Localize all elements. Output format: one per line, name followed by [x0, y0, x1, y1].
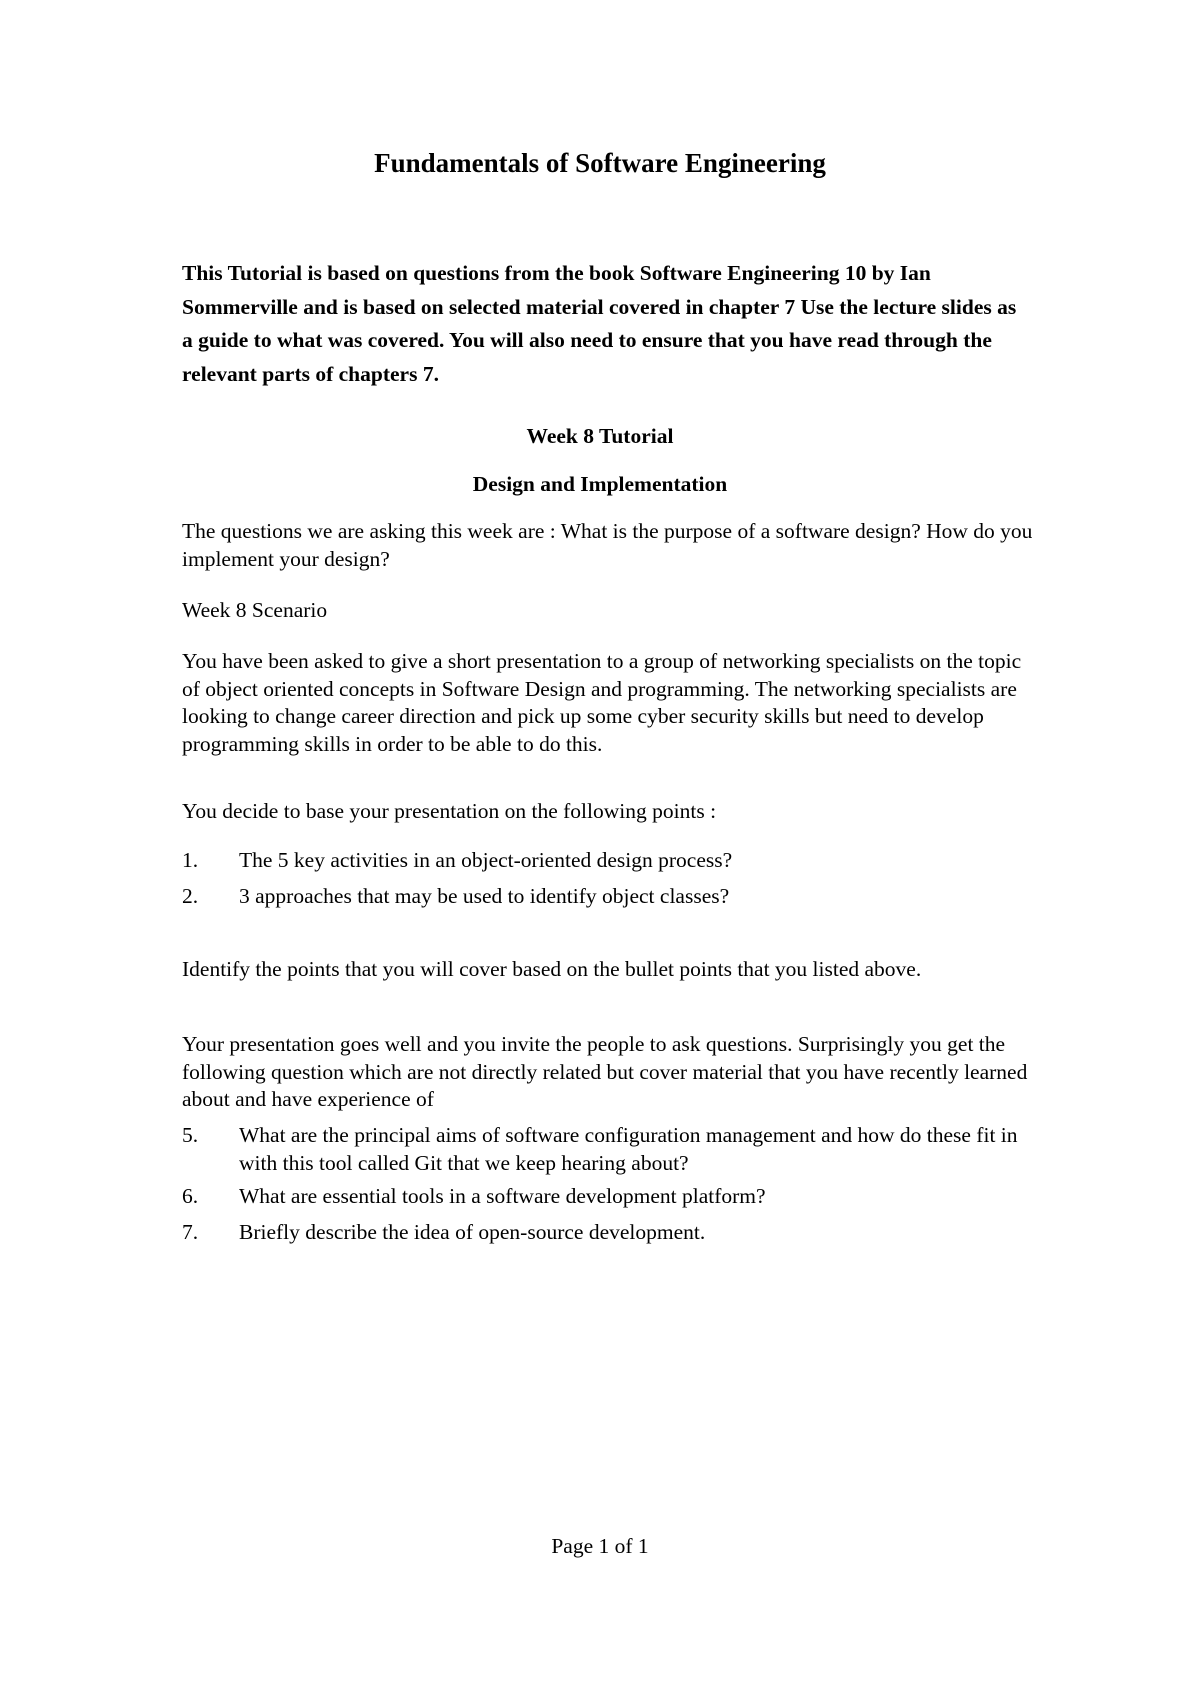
list-item-number: 5.	[182, 1123, 199, 1147]
list-item-text: What are essential tools in a software development platform?	[239, 1184, 766, 1208]
week-heading: Week 8 Tutorial	[526, 424, 674, 448]
list-item-text: What are the principal aims of software configuration management and how do these fit in with this tool called Git that we keep hearing about?	[239, 1123, 1018, 1175]
scenario-text: You have been asked to give a short presentation to a group of networking specialists on the topic of object oriented concepts in Software Design and programming. The networking specialists are looking to change career direction and pick up some cyber security skills but need to develop programming skills in order to be able to do this.	[182, 649, 1022, 756]
list-item	[182, 1122, 1042, 1177]
list-item	[182, 1183, 1042, 1211]
list-item-number: 7.	[182, 1220, 199, 1244]
list-item-number: 6.	[182, 1184, 199, 1208]
presentation-intro: You decide to base your presentation on the following points :	[182, 799, 717, 823]
list-item-number: 2.	[182, 884, 199, 908]
document-title: Fundamentals of Software Engineering	[374, 148, 826, 178]
topic-heading: Design and Implementation	[472, 472, 728, 496]
questions-intro: The questions we are asking this week are : What is the purpose of a software design? How do you implement your design?	[182, 519, 1033, 571]
intro-paragraph: This Tutorial is based on questions from the book Software Engineering 10 by Ian Sommerville and is based on selected material covered in chapter 7 Use the lecture slides as a guide to what was covered. You will also need to ensure that you have read through the relevant parts of chapters 7.	[182, 261, 1017, 386]
list-item-number: 1.	[182, 848, 199, 872]
scenario-heading: Week 8 Scenario	[182, 598, 328, 622]
list-item-text: The 5 key activities in an object-oriented design process?	[239, 848, 733, 872]
identify-text: Identify the points that you will cover based on the bullet points that you listed above.	[182, 957, 922, 981]
followup-text: Your presentation goes well and you invite the people to ask questions. Surprisingly you get the following question which are not directly related but cover material that you have recently learned about and have experience of	[182, 1032, 1028, 1111]
list-item	[182, 883, 1042, 911]
page-footer: Page 1 of 1	[551, 1534, 649, 1558]
list-item	[182, 847, 1042, 875]
list-item-text: Briefly describe the idea of open-source development.	[239, 1220, 706, 1244]
list-item-text: 3 approaches that may be used to identify object classes?	[239, 884, 730, 908]
list-item	[182, 1219, 1042, 1247]
